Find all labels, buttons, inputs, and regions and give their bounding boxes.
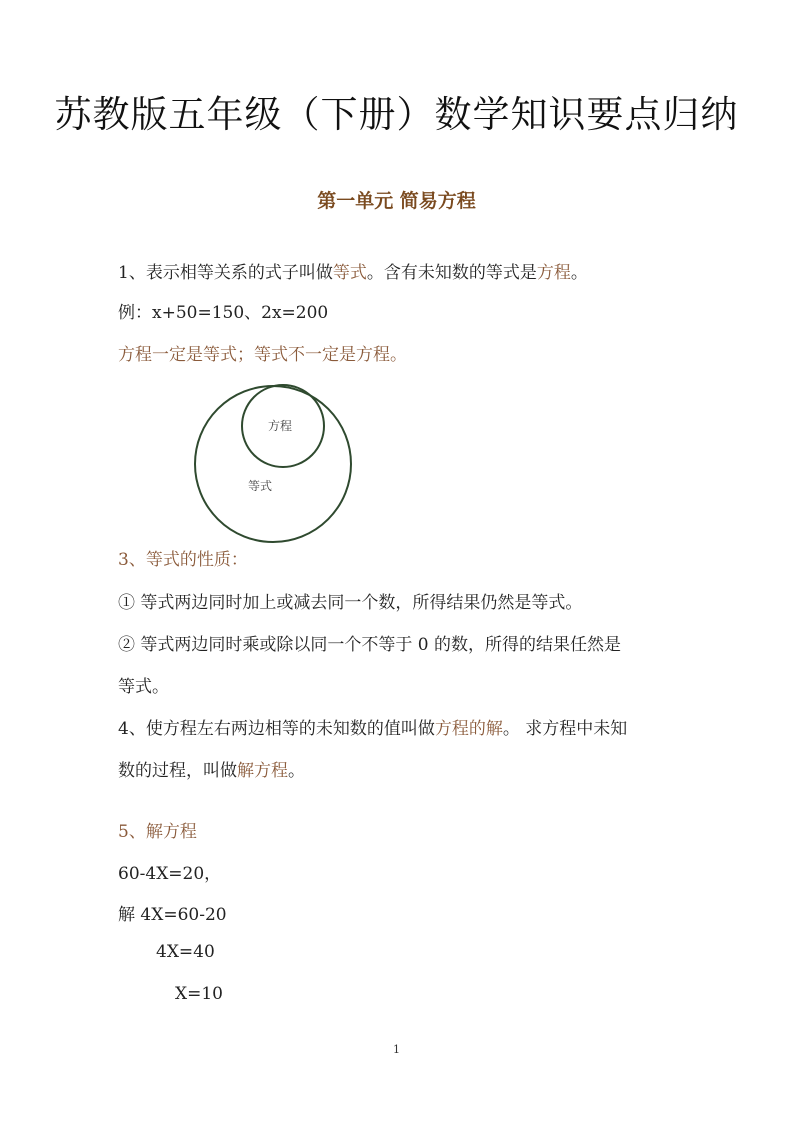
venn-diagram — [188, 370, 418, 545]
definition-paragraph — [118, 258, 588, 283]
properties-heading: 3、等式的性质： — [118, 550, 248, 570]
solve-heading: 5、解方程 — [118, 822, 197, 842]
solve-step-2: 解 4X=60-20 — [118, 905, 227, 925]
term-equation-equality: 等式 — [332, 263, 367, 283]
page-number: 1 — [393, 1043, 400, 1056]
text: 数的过程，叫做 — [118, 761, 237, 781]
solve-step-3: 4X=40 — [156, 942, 215, 962]
term-equation: 方程 — [536, 263, 571, 283]
term-solution: 方程的解 — [434, 719, 503, 739]
text: 。 求方程中未知 — [502, 719, 628, 739]
property-rule-2-cont: 等式。 — [118, 677, 169, 697]
solve-step-1: 60-4X=20， — [118, 864, 222, 884]
solution-definition — [118, 714, 627, 739]
text: 1、表示相等关系的式子叫做 — [118, 263, 333, 283]
document-title: 苏教版五年级（下册）数学知识要点归纳 — [54, 93, 739, 136]
solution-definition-cont — [118, 756, 305, 781]
inner-circle-label: 方程 — [268, 419, 293, 433]
unit-heading: 第一单元 简易方程 — [317, 190, 476, 212]
solve-step-4: X=10 — [175, 984, 223, 1004]
example-line: 例：x+50=150、2x=200 — [118, 303, 329, 323]
outer-circle-label: 等式 — [248, 479, 273, 493]
text: 。含有未知数的等式是 — [366, 263, 537, 283]
property-rule-1: ① 等式两边同时加上或减去同一个数，所得结果仍然是等式。 — [118, 593, 583, 613]
text: 。 — [570, 263, 588, 283]
venn-diagram-svg — [188, 370, 418, 545]
text: 4、使方程左右两边相等的未知数的值叫做 — [118, 719, 435, 739]
property-rule-2: ② 等式两边同时乘或除以同一个不等于 0 的数，所得的结果任然是 — [118, 635, 622, 655]
text: 。 — [288, 761, 305, 781]
relation-line: 方程一定是等式；等式不一定是方程。 — [118, 345, 407, 365]
term-solving: 解方程 — [237, 761, 288, 781]
